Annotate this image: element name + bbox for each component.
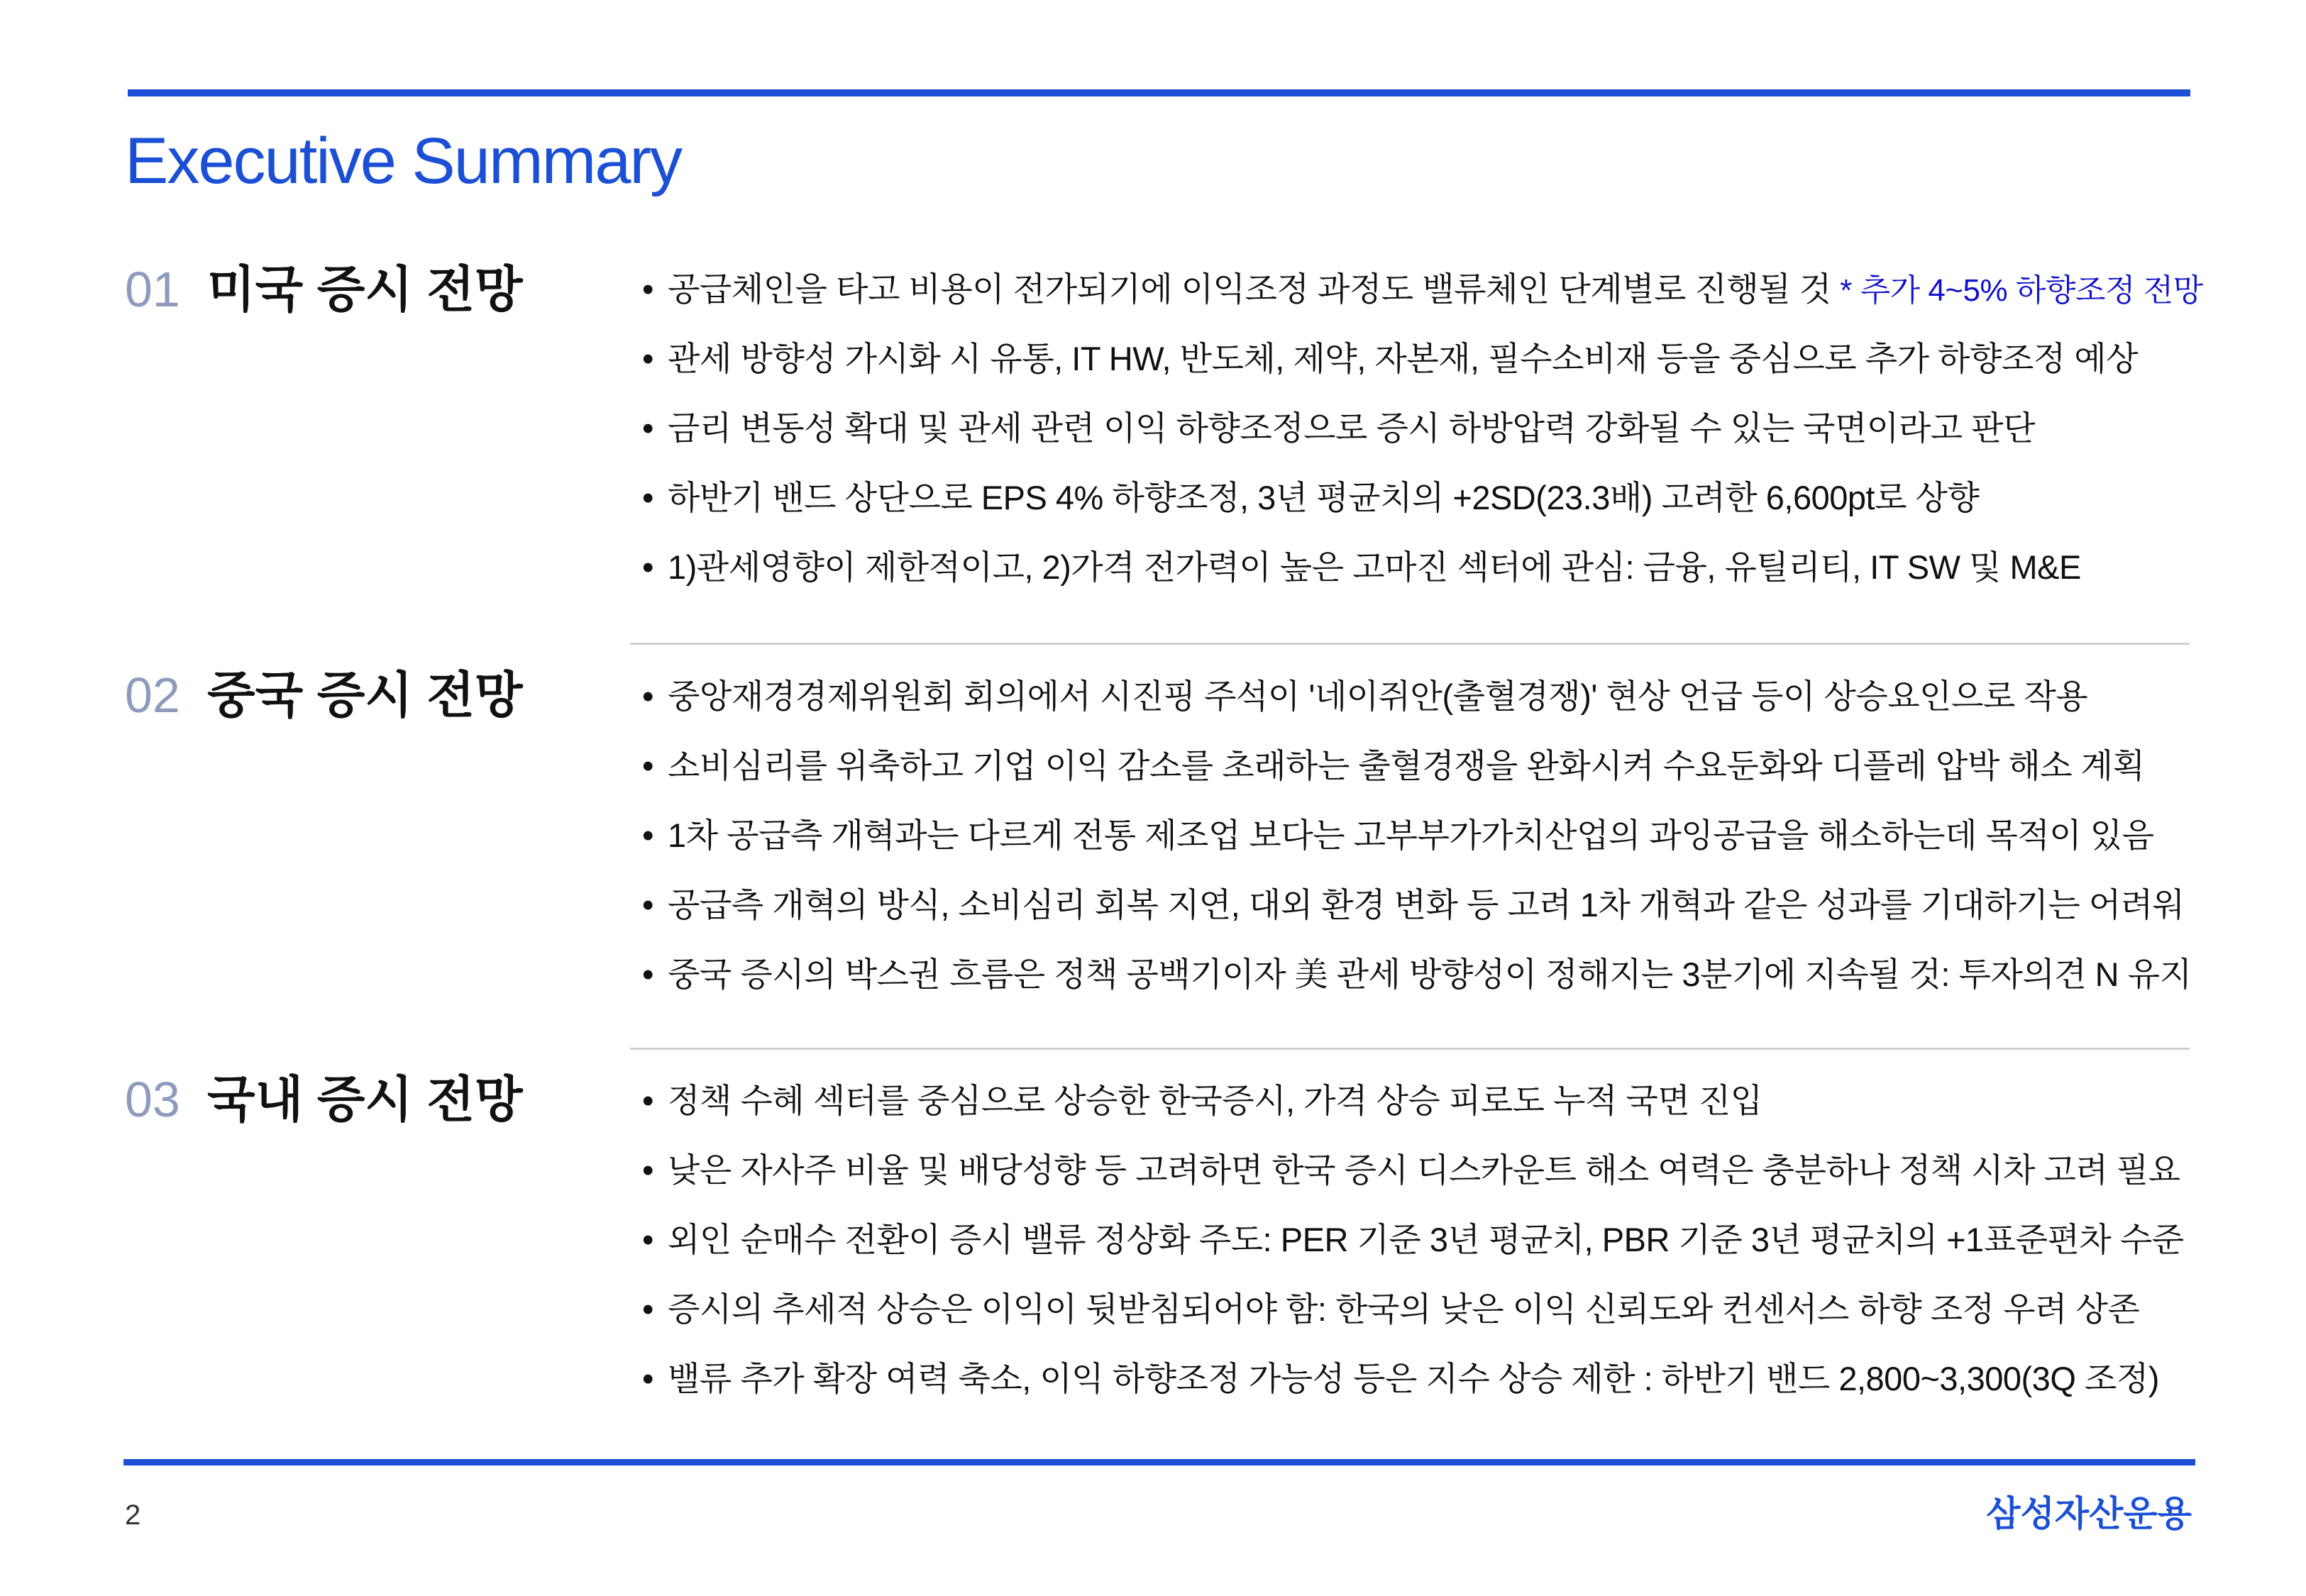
list-item (642, 953, 2203, 1023)
bullet-text: 관세 방향성 가시화 시 유통, IT HW, 반도체, 제약, 자본재, 필수소비재 등을 중심으로 추가 하향조정 예상 (668, 340, 2139, 377)
list-item (642, 814, 2203, 884)
list-item (642, 1288, 2203, 1358)
bullet-list (642, 675, 2203, 1023)
bullet-text: 소비심리를 위축하고 기업 이익 감소를 초래하는 출혈경쟁을 완화시켜 수요둔화와 디플레 압박 해소 계획 (668, 747, 2145, 785)
list-item (642, 884, 2203, 953)
bullet-icon: • (642, 1151, 653, 1189)
bullet-text: 중국 증시의 박스권 흐름은 정책 공백기이자 美 관세 방향성이 정해지는 3분기에 지속될 것: 투자의견 N 유지 (668, 955, 2192, 993)
bullet-text: 1)관세영향이 제한적이고, 2)가격 전가력이 높은 고마진 섹터에 관심: 금융, 유틸리티, IT SW 및 M&E (668, 548, 2081, 586)
section-title: 미국 증시 전망 (207, 262, 523, 317)
header-rule (128, 89, 2190, 96)
bullet-text: 밸류 추가 확장 여력 축소, 이익 하향조정 가능성 등은 지수 상승 제한 : 하반기 밴드 2,800~3,300(3Q 조정) (668, 1360, 2159, 1397)
bullet-text: 낮은 자사주 비율 및 배당성향 등 고려하면 한국 증시 디스카운트 해소 여력은 충분하나 정책 시차 고려 필요 (668, 1151, 2180, 1189)
section-heading (125, 1070, 523, 1129)
section-heading (125, 665, 523, 725)
section-number: 02 (125, 667, 180, 723)
bullet-text: 외인 순매수 전환이 증시 밸류 정상화 주도: PER 기준 3년 평균치, PBR 기준 3년 평균치의 +1표준편차 수준 (668, 1221, 2184, 1258)
bullet-icon: • (642, 677, 653, 715)
bullet-text: 정책 수혜 섹터를 중심으로 상승한 한국증시, 가격 상승 피로도 누적 국면 진입 (668, 1082, 1762, 1119)
bullet-text: 1차 공급측 개혁과는 다르게 전통 제조업 보다는 고부부가가치산업의 과잉공급을 해소하는데 목적이 있음 (668, 816, 2154, 854)
list-item (642, 338, 2203, 407)
list-item (642, 1358, 2203, 1427)
bullet-icon: • (642, 816, 653, 854)
section-number: 03 (125, 1072, 180, 1127)
section-title: 중국 증시 전망 (207, 667, 523, 723)
bullet-list (642, 268, 2203, 616)
note-text: * 추가 4~5% 하향조정 전망 (1840, 273, 2203, 308)
bullet-icon: • (642, 409, 653, 447)
page-number: 2 (125, 1500, 141, 1531)
bullet-icon: • (642, 886, 653, 924)
bullet-icon: • (642, 548, 653, 586)
list-item (642, 745, 2203, 814)
bullet-text: 증시의 추세적 상승은 이익이 뒷받침되어야 함: 한국의 낮은 이익 신뢰도와 컨센서스 하향 조정 우려 상존 (668, 1290, 2140, 1328)
section-heading (125, 260, 523, 319)
bullet-icon: • (642, 1360, 653, 1397)
bullet-icon: • (642, 955, 653, 993)
list-item (642, 268, 2203, 338)
section-title: 국내 증시 전망 (207, 1072, 523, 1127)
footer-rule (123, 1459, 2195, 1465)
bullet-text: 중앙재경경제위원회 회의에서 시진핑 주석이 '네이쥐안(출혈경쟁)' 현상 언급 등이 상승요인으로 작용 (668, 677, 2088, 715)
section-divider (630, 643, 2190, 645)
bullet-list (642, 1080, 2203, 1427)
bullet-text: 공급측 개혁의 방식, 소비심리 회복 지연, 대외 환경 변화 등 고려 1차 개혁과 같은 성과를 기대하기는 어려워 (668, 886, 2185, 924)
bullet-icon: • (642, 1221, 653, 1258)
bullet-text: 공급체인을 타고 비용이 전가되기에 이익조정 과정도 밸류체인 단계별로 진행될 것 (668, 270, 1831, 308)
bullet-icon: • (642, 270, 653, 308)
bullet-icon: • (642, 1290, 653, 1328)
bullet-icon: • (642, 1082, 653, 1119)
bullet-icon: • (642, 340, 653, 377)
list-item (642, 1149, 2203, 1219)
list-item (642, 675, 2203, 745)
list-item (642, 407, 2203, 477)
list-item (642, 1080, 2203, 1149)
brand-logo: 삼성자산운용 (1986, 1494, 2192, 1534)
page-title: Executive Summary (125, 125, 682, 197)
section-divider (630, 1048, 2190, 1050)
list-item (642, 546, 2203, 616)
bullet-text: 하반기 밴드 상단으로 EPS 4% 하향조정, 3년 평균치의 +2SD(23.3배) 고려한 6,600pt로 상향 (668, 479, 1980, 516)
section-number: 01 (125, 262, 180, 317)
bullet-icon: • (642, 479, 653, 516)
list-item (642, 477, 2203, 546)
list-item (642, 1219, 2203, 1288)
bullet-icon: • (642, 747, 653, 785)
bullet-text: 금리 변동성 확대 및 관세 관련 이익 하향조정으로 증시 하방압력 강화될 수 있는 국면이라고 판단 (668, 409, 2035, 447)
